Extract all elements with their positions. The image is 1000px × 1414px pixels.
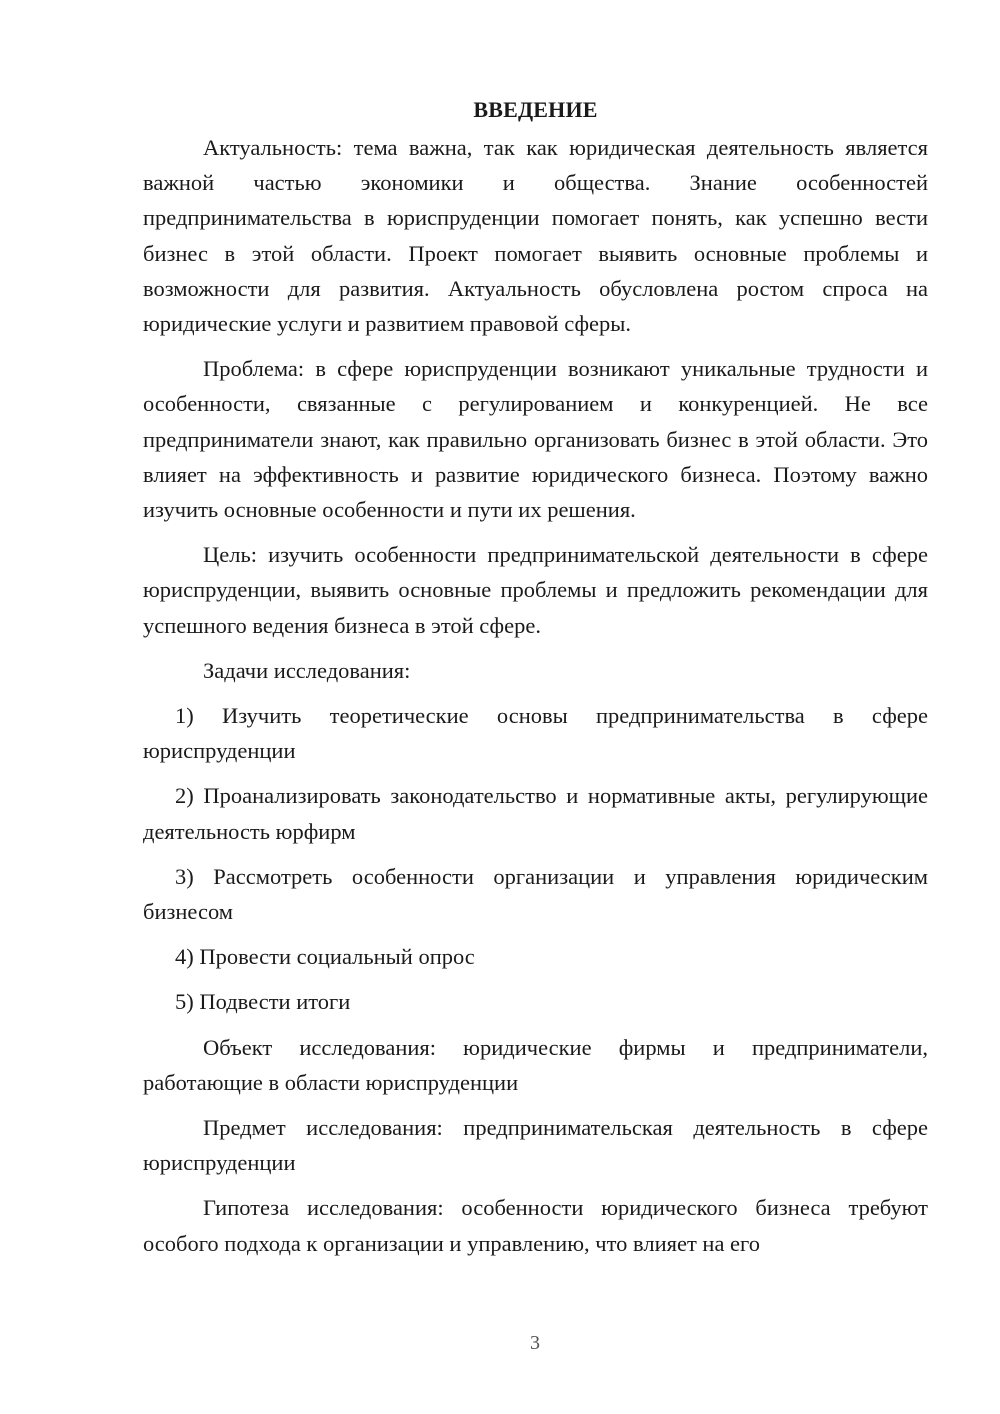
- task-item-3: 3) Рассмотреть особенности организации и управления юридическим бизнесом: [143, 863, 928, 925]
- paragraph-subject: Предмет исследования: предпринимательская деятельность в сфере юриспруденции: [143, 1115, 928, 1176]
- paragraph-relevance: Актуальность: тема важна, так как юридическая деятельность является важной частью экономики и общества. Знание особенностей предпринимательства в юриспруденции помогает понять, как успешно вести бизнес в этой области. Проект помогает выявить основные проблемы и возможности для развития. Актуальность обусловлена ростом спроса на юридические услуги и развитием правовой сферы.: [143, 135, 928, 337]
- tasks-heading: Задачи исследования:: [203, 657, 411, 683]
- paragraph-hypothesis: Гипотеза исследования: особенности юридического бизнеса требуют особого подхода к организации и управлению, что влияет на его: [143, 1195, 928, 1256]
- page-title: ВВЕДЕНИЕ: [473, 97, 598, 122]
- paragraph-goal: Цель: изучить особенности предпринимательской деятельности в сфере юриспруденции, выявить основные проблемы и предложить рекомендации для успешного ведения бизнеса в этой сфере.: [143, 542, 928, 638]
- paragraph-object: Объект исследования: юридические фирмы и предприниматели, работающие в области юриспруденции: [143, 1034, 928, 1095]
- document-page: [143, 92, 928, 1261]
- task-item-4: 4) Провести социальный опрос: [175, 944, 475, 970]
- page-number: 3: [530, 1332, 540, 1354]
- task-item-2: 2) Проанализировать законодательство и нормативные акты, регулирующие деятельность юрфирм: [143, 783, 928, 844]
- task-item-5: 5) Подвести итоги: [175, 989, 351, 1015]
- task-item-1: 1) Изучить теоретические основы предпринимательства в сфере юриспруденции: [143, 703, 928, 764]
- paragraph-problem: Проблема: в сфере юриспруденции возникают уникальные трудности и особенности, связанные с регулированием и конкуренцией. Не все предприниматели знают, как правильно организовать бизнес в этой области. Это влияет на эффективность и развитие юридического бизнеса. Поэтому важно изучить основные особенности и пути их решения.: [143, 356, 928, 523]
